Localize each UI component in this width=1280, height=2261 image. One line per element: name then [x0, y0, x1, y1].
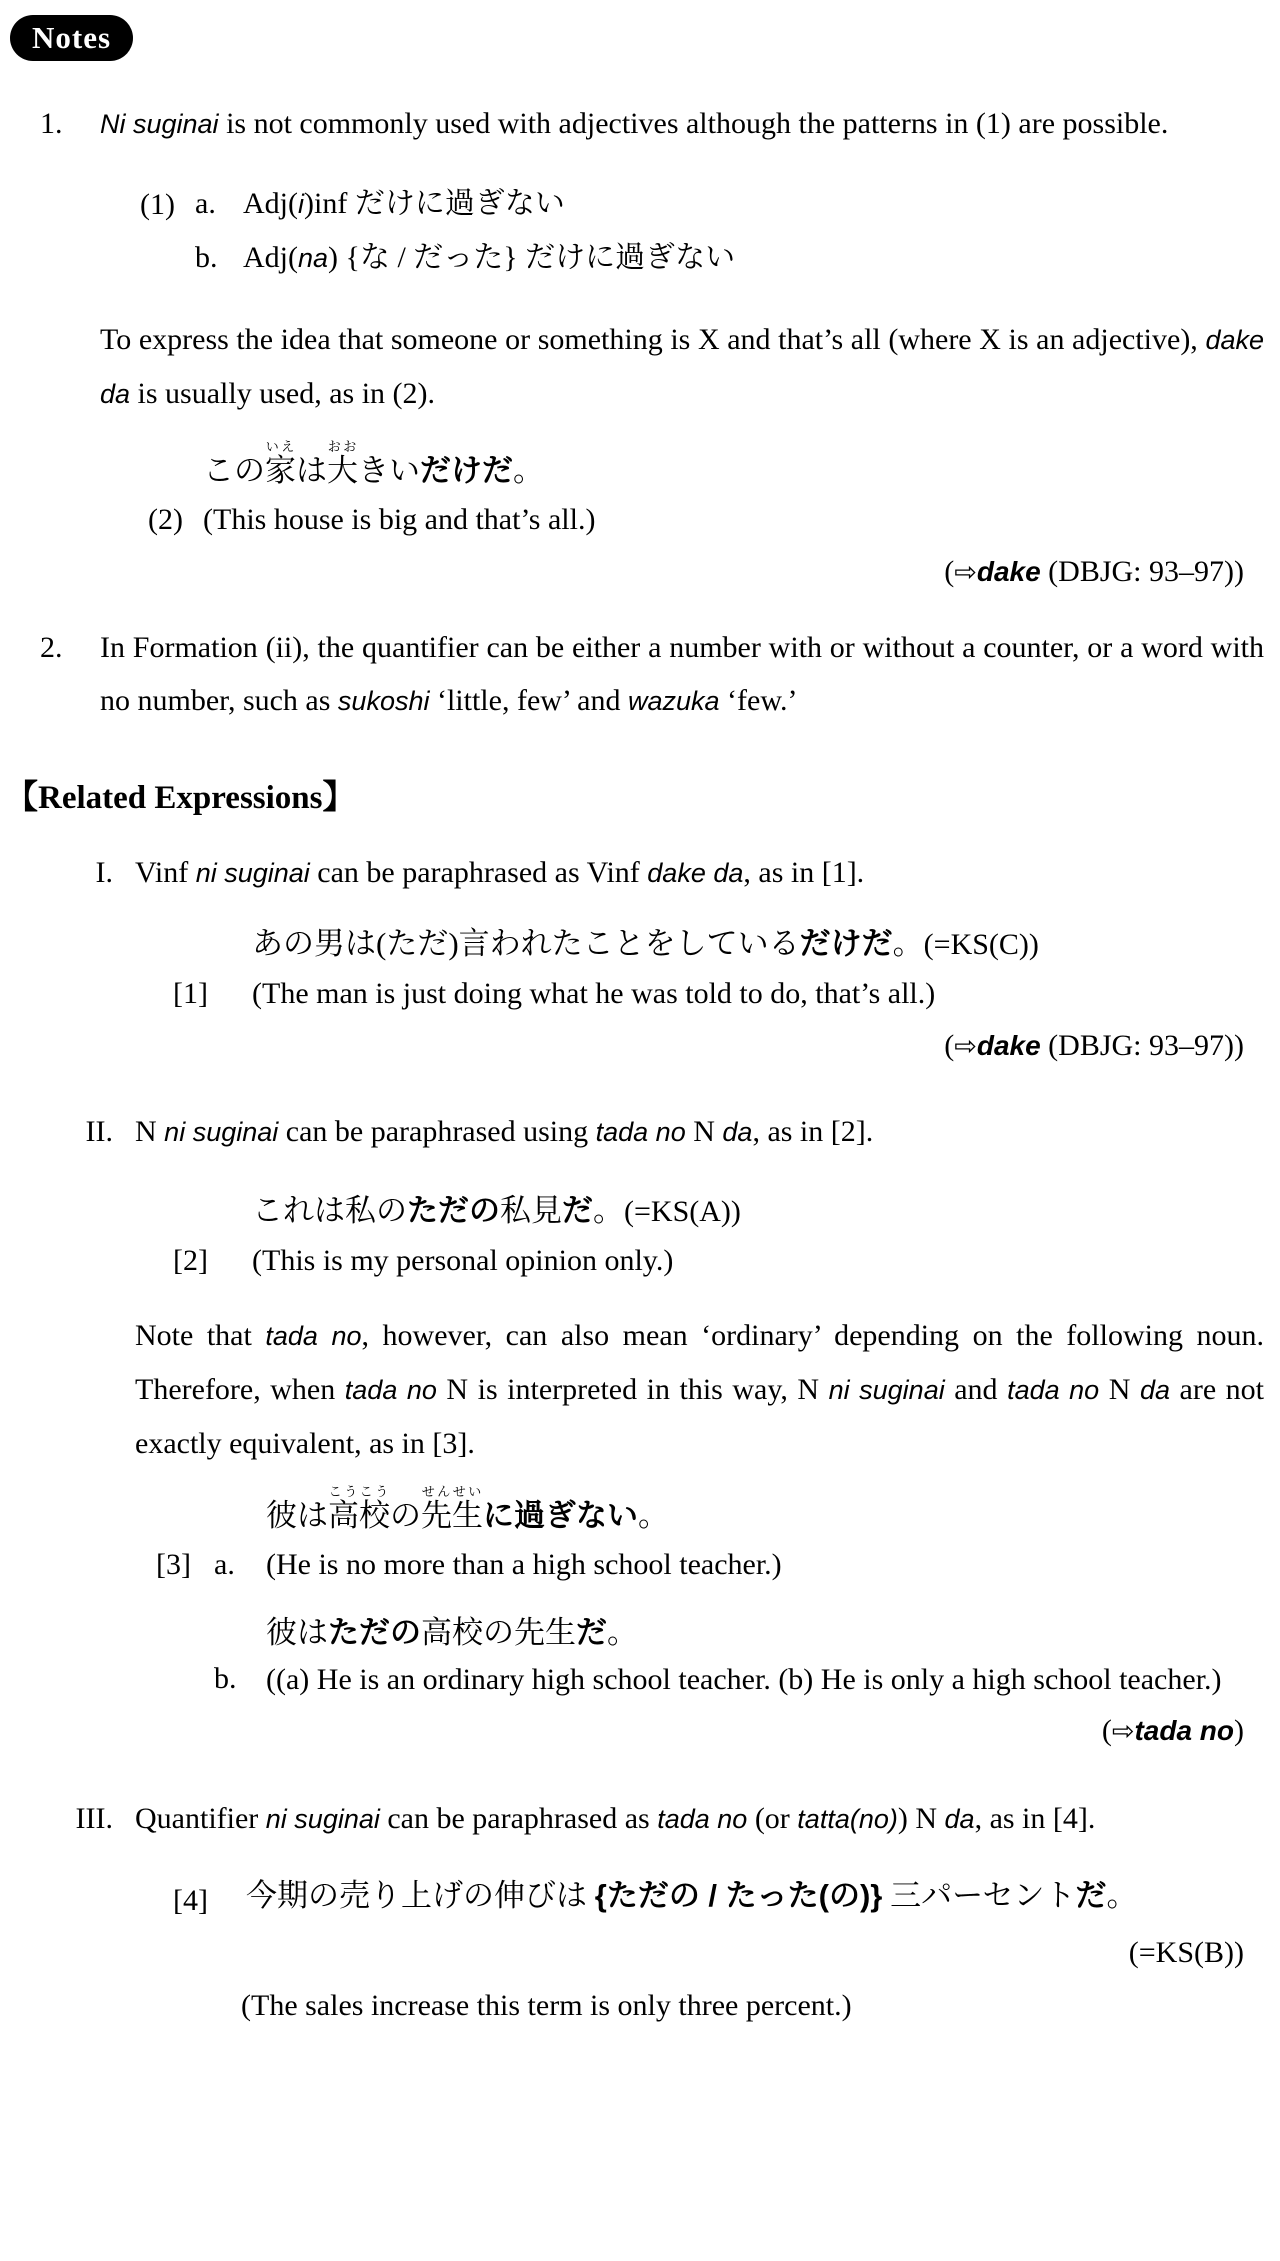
romaji-term: ni suginai: [164, 1117, 279, 1147]
example-3a-label: a.: [214, 1548, 235, 1581]
text-segment: , as in [4].: [974, 1802, 1096, 1835]
romaji-term: tada no: [265, 1321, 362, 1351]
notes-badge-label: Notes: [32, 20, 112, 55]
romaji-term: sukoshi: [337, 686, 430, 716]
text-segment: (: [944, 1029, 955, 1062]
japanese-text: 彼は: [266, 1615, 328, 1650]
romaji-term: tada no: [344, 1375, 437, 1405]
key-sentence-tag: (=KS(A)): [624, 1195, 741, 1228]
japanese-text: きい: [358, 453, 420, 488]
example-2-body: [203, 439, 1264, 546]
text-segment: N: [1099, 1373, 1140, 1406]
japanese-text: 彼は: [266, 1498, 328, 1533]
text-segment: , however, can also mean ‘ordinary’ depending on the following noun. Therefore, when: [135, 1319, 1264, 1406]
romaji-term: da: [1139, 1375, 1170, 1405]
cross-reference-arrow-icon: ⇨: [954, 1031, 977, 1062]
text-segment: Adj(: [243, 241, 298, 274]
re-3-content: [135, 1792, 1264, 2032]
text-segment: Adj(: [243, 187, 298, 220]
text-segment: and: [944, 1373, 1008, 1406]
furigana: おお: [327, 439, 358, 454]
related-expressions-header: 【Related Expressions】: [5, 780, 356, 816]
romaji-term: na: [298, 243, 329, 273]
japanese-bold-text: ただの: [328, 1615, 421, 1650]
text-segment: is not commonly used with adjectives although the patterns in (1) are possible.: [218, 107, 1169, 140]
text-segment: )inf: [304, 187, 355, 220]
japanese-sentence: [252, 922, 1264, 967]
english-gloss: (The sales increase this term is only three percent.): [241, 1989, 852, 2022]
re-1-paragraph: [135, 846, 1264, 900]
japanese-bold-text: だ: [562, 1193, 593, 1228]
english-gloss: (This is my personal opinion only.): [252, 1244, 674, 1277]
text-segment: (: [1101, 1714, 1112, 1747]
romaji-term: tada no: [1007, 1375, 1100, 1405]
cross-reference: [135, 1705, 1264, 1758]
japanese-text: {な / だった} だけに過ぎない: [345, 241, 736, 274]
text-segment: (or: [747, 1802, 798, 1835]
furigana: いえ: [265, 439, 296, 454]
japanese-sentence: [246, 1874, 1264, 1918]
example-2: [148, 439, 1264, 546]
japanese-sentence: [252, 1189, 1264, 1234]
example-bracket-1-number: [1]: [173, 977, 208, 1010]
japanese-text: これは私の: [252, 1193, 407, 1228]
text-segment: ) N: [897, 1802, 945, 1835]
romaji-term: Ni suginai: [100, 109, 219, 139]
japanese-text: 私見: [500, 1193, 562, 1228]
japanese-sentence: [266, 1484, 1264, 1538]
note-1-paragraph-2: [100, 313, 1264, 421]
example-bracket-1-body: [252, 922, 1264, 1020]
english-gloss: (The man is just doing what he was told to do, that’s all.): [252, 977, 936, 1010]
kanji-base: 家: [265, 453, 296, 488]
text-segment: can be paraphrased using: [278, 1115, 596, 1148]
text-segment: To express the idea that someone or something is X and that’s all (where X is an adjective),: [100, 323, 1206, 356]
ruby-annotation: [327, 439, 358, 488]
kanji-base: 高校: [328, 1498, 390, 1533]
example-1a-label: a.: [195, 187, 216, 220]
text-segment: , as in [2].: [752, 1115, 874, 1148]
text-segment: , as in [1].: [743, 856, 865, 889]
example-3b-body: [266, 1611, 1264, 1705]
romaji-term: da: [722, 1117, 753, 1147]
example-3b-label: b.: [214, 1662, 237, 1695]
text-segment: N is interpreted in this way, N: [436, 1373, 829, 1406]
note-2-number: 2.: [40, 631, 63, 664]
romaji-term: i: [298, 189, 304, 219]
example-1: [140, 177, 1264, 285]
text-segment: ‘few.’: [719, 684, 798, 717]
cross-reference-term: tada no: [1134, 1715, 1234, 1746]
example-1-number: (1): [140, 188, 175, 221]
furigana: せんせい: [421, 1484, 483, 1499]
japanese-bold-text: だけだ: [799, 926, 893, 961]
text-segment: Quantifier: [135, 1802, 266, 1835]
japanese-bold-text: ただの: [407, 1193, 500, 1228]
example-3a-body: [266, 1484, 1264, 1591]
ruby-annotation: [265, 439, 296, 488]
note-1-content: [100, 97, 1264, 599]
spacer: [156, 1591, 214, 1705]
example-bracket-1: [173, 922, 1264, 1020]
cross-reference: [100, 546, 1264, 599]
cross-reference-term: dake: [976, 1030, 1041, 1061]
english-gloss: (This house is big and that’s all.): [203, 503, 596, 536]
japanese-text: だけに過ぎない: [354, 187, 565, 220]
text-segment: ): [328, 241, 346, 274]
cross-reference: [135, 1020, 1264, 1073]
text-segment: (DBJG: 93–97)): [1040, 555, 1244, 588]
example-bracket-2: [173, 1189, 1264, 1287]
example-bracket-2-number: [2]: [173, 1244, 208, 1277]
re-2-number: II.: [85, 1115, 113, 1148]
japanese-text: 。: [1106, 1878, 1138, 1913]
romaji-term: wazuka: [628, 686, 720, 716]
example-1a-text: [243, 177, 1264, 231]
note-1-paragraph: [100, 97, 1264, 151]
text-segment: In Formation (ii), the quantifier can be either a number with or without a counter, or a word with no number, such as: [100, 631, 1264, 717]
japanese-text: 。: [513, 453, 544, 488]
re-2-paragraph: [135, 1105, 1264, 1159]
japanese-text: あの男は(ただ)言われたことをしている: [252, 926, 800, 961]
note-1: [0, 97, 1264, 599]
kanji-base: 先生: [421, 1498, 483, 1533]
japanese-text: の: [390, 1498, 421, 1533]
note-2-content: [100, 621, 1264, 728]
note-2-paragraph: [100, 621, 1264, 728]
text-segment: Vinf: [135, 856, 196, 889]
ruby-annotation: [328, 1484, 390, 1533]
key-sentence-tag: (=KS(B)): [1128, 1936, 1244, 1969]
japanese-bold-text: だ: [1075, 1878, 1107, 1913]
note-2: [0, 621, 1264, 728]
romaji-term: tada no: [657, 1804, 748, 1834]
notes-section-badge: [10, 15, 133, 61]
text-segment: can be paraphrased as: [379, 1802, 658, 1835]
japanese-bold-text: {ただの / たった(の)}: [594, 1878, 883, 1913]
japanese-text: 。: [607, 1615, 638, 1650]
japanese-text: は: [296, 453, 327, 488]
japanese-text: 三パーセント: [882, 1878, 1076, 1913]
romaji-term: dake da: [647, 858, 744, 888]
re-2-paragraph-2: [135, 1309, 1264, 1470]
japanese-sentence: [266, 1611, 1264, 1655]
romaji-term: tada no: [595, 1117, 686, 1147]
ruby-annotation: [421, 1484, 483, 1533]
japanese-text: 高校の先生: [421, 1615, 576, 1650]
re-1-content: [135, 846, 1264, 1073]
text-segment: Note that: [135, 1319, 266, 1352]
romaji-term: tatta(no): [797, 1804, 898, 1834]
example-bracket-4: [173, 1874, 1264, 1927]
japanese-text: 。: [638, 1498, 669, 1533]
japanese-sentence: [203, 439, 1264, 493]
example-bracket-4-number: [4]: [173, 1884, 208, 1917]
english-gloss: ((a) He is an ordinary high school teacher. (b) He is only a high school teacher.): [266, 1663, 1222, 1696]
example-bracket-3-number: [3]: [156, 1548, 191, 1581]
romaji-term: dake da: [100, 325, 1264, 409]
cross-reference-arrow-icon: ⇨: [1111, 1716, 1135, 1747]
japanese-text: 。: [593, 1193, 624, 1228]
kanji-base: 大: [327, 453, 358, 488]
text-segment: (DBJG: 93–97)): [1040, 1029, 1244, 1062]
related-expression-2: [0, 1105, 1264, 1758]
re-2-content: [135, 1105, 1264, 1758]
re-3-paragraph: [135, 1792, 1264, 1846]
japanese-bold-text: だけだ: [420, 453, 513, 488]
romaji-term: ni suginai: [828, 1375, 945, 1405]
text-segment: N: [135, 1115, 165, 1148]
text-segment: N: [685, 1115, 723, 1148]
japanese-bold-text: に過ぎない: [483, 1498, 638, 1533]
example-2-number: (2): [148, 503, 183, 536]
japanese-text: この: [203, 453, 265, 488]
example-1b-text: [243, 231, 1264, 285]
text-segment: is usually used, as in (2).: [130, 377, 436, 410]
related-expression-3: [0, 1792, 1264, 2032]
text-segment: ‘little, few’ and: [429, 684, 628, 717]
romaji-term: ni suginai: [195, 858, 310, 888]
text-segment: are not exactly equivalent, as in [3].: [135, 1373, 1264, 1460]
example-bracket-4-body: [246, 1874, 1264, 1927]
key-sentence-tag: (=KS(C)): [923, 928, 1039, 961]
example-1b-label: b.: [195, 241, 218, 274]
text-segment: ): [1234, 1714, 1244, 1747]
spacer: [140, 231, 195, 285]
cross-reference-arrow-icon: ⇨: [954, 557, 977, 588]
example-bracket-3: [156, 1484, 1264, 1705]
romaji-term: da: [944, 1804, 975, 1834]
text-segment: (: [944, 555, 955, 588]
text-segment: can be paraphrased as Vinf: [309, 856, 648, 889]
japanese-text: 今期の売り上げの伸びは: [246, 1878, 595, 1913]
cross-reference-term: dake: [976, 556, 1041, 587]
re-1-number: I.: [95, 856, 113, 889]
english-gloss: (He is no more than a high school teacher.): [266, 1548, 782, 1581]
japanese-bold-text: だ: [576, 1615, 607, 1650]
related-expression-1: [0, 846, 1264, 1073]
furigana: こうこう: [328, 1484, 390, 1499]
japanese-text: 。: [892, 926, 924, 961]
example-bracket-2-body: [252, 1189, 1264, 1287]
re-3-number: III.: [75, 1802, 113, 1835]
key-sentence-reference: [135, 1927, 1264, 1979]
romaji-term: ni suginai: [265, 1804, 380, 1834]
note-1-number: 1.: [40, 107, 63, 140]
